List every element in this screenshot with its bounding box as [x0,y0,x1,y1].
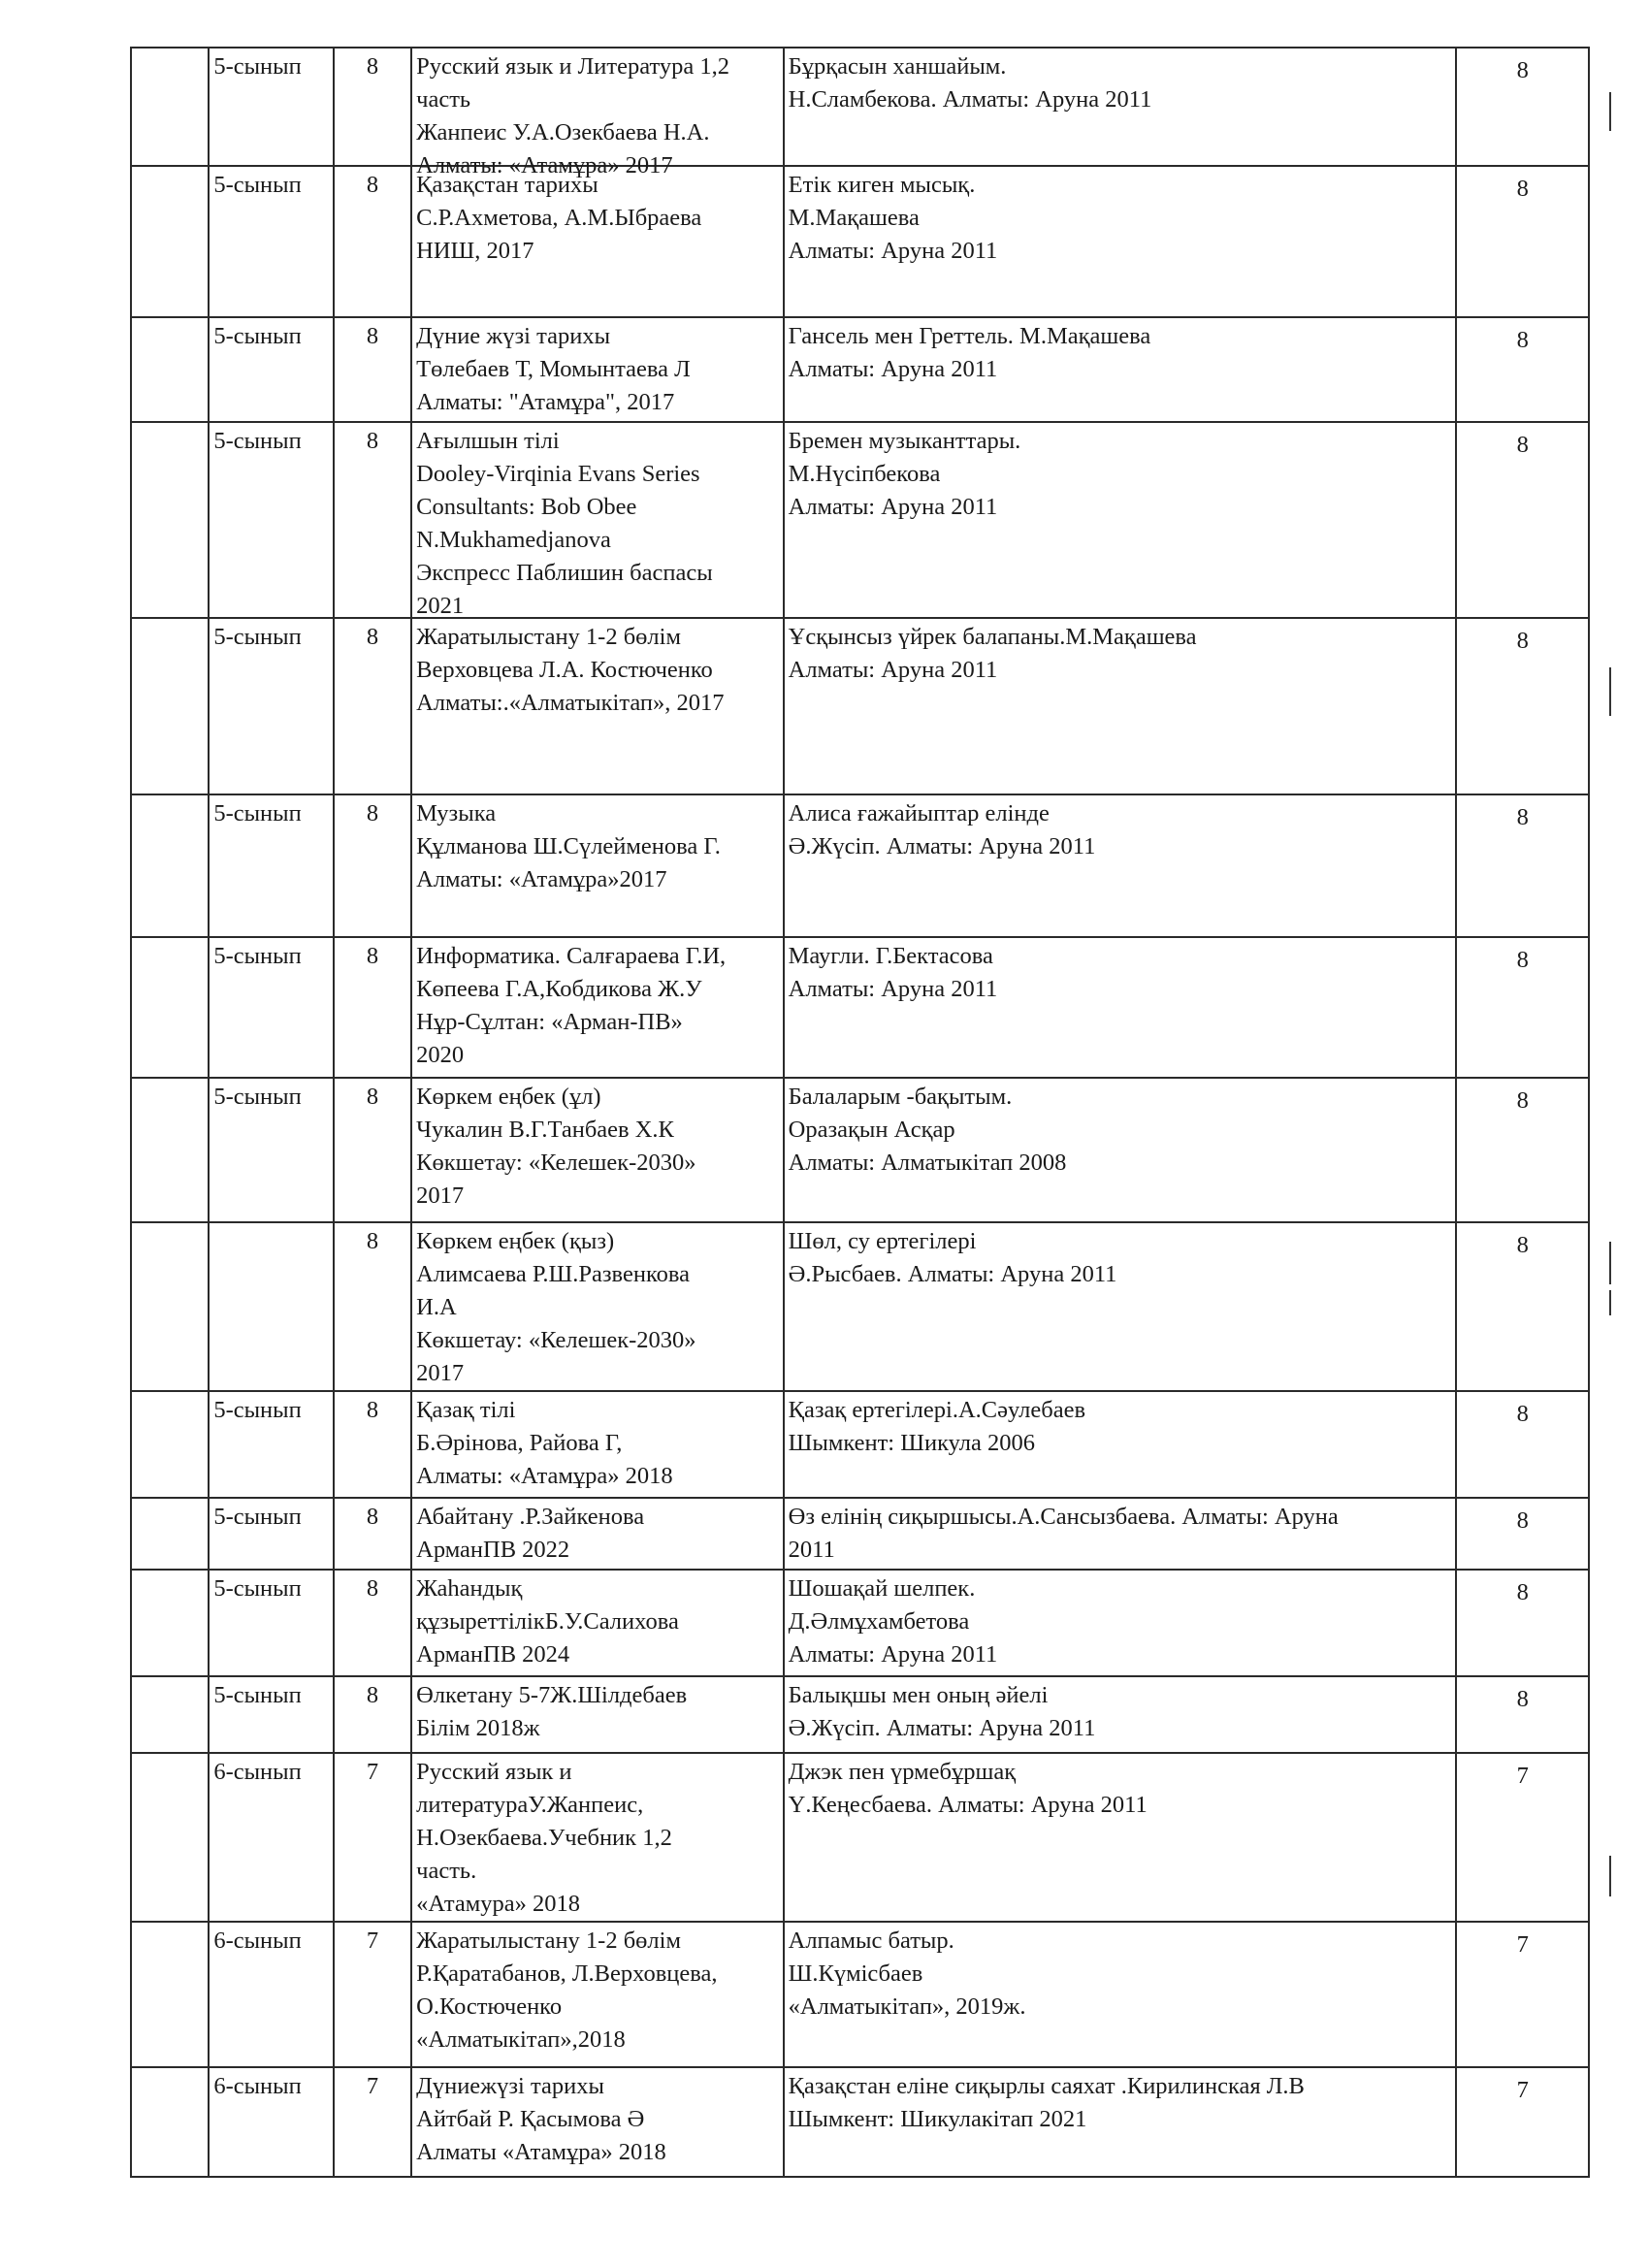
grade-label: 5-сынып [213,428,302,454]
scan-mark-1 [1609,92,1611,131]
textbook-line: НИШ, 2017 [416,238,534,264]
reading-line: Алматы: Аруна 2011 [788,657,998,683]
hours-cell [334,794,411,937]
index-cell [131,1570,209,1676]
reading-line: Алматы: Аруна 2011 [788,1641,998,1668]
reading-line: «Алматыкітап», 2019ж. [788,1993,1026,2020]
textbook-cell [411,317,784,422]
count-value: 8 [1516,1507,1529,1534]
index-cell [131,1222,209,1391]
index-cell [131,1922,209,2067]
grade-cell [209,1498,334,1570]
textbook-line: Алимсаева Р.Ш.Развенкова [416,1261,690,1287]
index-cell [131,422,209,618]
grade-cell [209,48,334,166]
grade-label: 5-сынып [213,323,302,349]
index-cell [131,794,209,937]
textbook-cell [411,1078,784,1222]
reading-cell [784,422,1457,618]
count-value: 7 [1516,1763,1529,1789]
grade-label: 5-сынып [213,624,302,650]
textbook-cell [411,1570,784,1676]
textbook-line: Жаһандық [416,1575,523,1602]
textbook-line: Көкшетау: «Келешек-2030» [416,1327,696,1353]
textbook-line: Р.Қаратабанов, Л.Верховцева, [416,1960,718,1987]
reading-line: Маугли. Г.Бектасова [788,943,993,969]
grade-cell [209,2067,334,2177]
grade-cell [209,1222,334,1391]
scan-mark-2 [1609,667,1611,716]
reading-line: Шошақай шелпек. [788,1575,976,1602]
table-row [131,1498,1589,1570]
index-cell [131,48,209,166]
textbook-line: Верховцева Л.А. Костюченко [416,657,713,683]
textbook-line: Білім 2018ж [416,1715,540,1741]
reading-line: М.Нүсіпбекова [788,461,941,487]
grade-label: 5-сынып [213,1397,302,1423]
count-value: 8 [1516,1686,1529,1712]
scan-mark-4 [1609,1290,1611,1315]
textbook-line: «Атамура» 2018 [416,1891,580,1917]
reading-cell [784,1078,1457,1222]
count-value: 8 [1516,1401,1529,1427]
grade-label: 5-сынып [213,172,302,198]
count-value: 8 [1516,327,1529,353]
grade-cell [209,1753,334,1922]
textbook-line: С.Р.Ахметова, А.М.Ыбраева [416,205,702,231]
reading-line: Оразақын Асқар [788,1117,955,1143]
hours-cell [334,1222,411,1391]
reading-cell [784,1391,1457,1498]
textbook-cell [411,794,784,937]
textbook-line: Көпеева Г.А,Кобдикова Ж.У [416,976,702,1002]
textbook-line: Көкшетау: «Келешек-2030» [416,1150,696,1176]
reading-line: Д.Әлмұхамбетова [788,1608,970,1635]
textbook-cell [411,1922,784,2067]
table-row [131,317,1589,422]
reading-line: Бұрқасын ханшайым. [788,53,1007,80]
count-cell [1456,937,1589,1078]
reading-line: Алматы: Аруна 2011 [788,356,998,382]
reading-line: Қазақ ертегілері.А.Сәулебаев [788,1397,1086,1423]
textbook-cell [411,2067,784,2177]
textbook-line: Алматы: «Атамұра»2017 [416,866,667,892]
reading-cell [784,1676,1457,1753]
textbook-line: Жанпеис У.А.Озекбаева Н.А. [416,119,710,146]
reading-line: Ү.Кеңесбаева. Алматы: Аруна 2011 [788,1792,1148,1818]
reading-cell [784,1570,1457,1676]
grade-label: 5-сынып [213,800,302,826]
hours-value: 8 [366,172,379,198]
textbook-line: Музыка [416,800,497,826]
textbook-line: Жаратылыстану 1-2 бөлім [416,624,681,650]
grade-cell [209,1922,334,2067]
grade-label: 6-сынып [213,2073,302,2099]
grade-cell [209,422,334,618]
grade-cell [209,1078,334,1222]
index-cell [131,618,209,794]
grade-label: 5-сынып [213,1504,302,1530]
reading-cell [784,48,1457,166]
textbook-line: часть [416,86,471,113]
hours-value: 8 [366,323,379,349]
reading-line: Алпамыс батыр. [788,1928,954,1954]
index-cell [131,1391,209,1498]
textbook-line: Көркем еңбек (қыз) [416,1228,615,1254]
index-cell [131,1753,209,1922]
reading-cell [784,1498,1457,1570]
hours-value: 7 [366,2073,379,2099]
grade-label: 5-сынып [213,1575,302,1602]
count-value: 8 [1516,804,1529,830]
count-value: 7 [1516,2077,1529,2103]
textbook-line: Дүние жүзі тарихы [416,323,611,349]
count-value: 8 [1516,1087,1529,1114]
hours-cell [334,48,411,166]
textbook-line: Алматы «Атамұра» 2018 [416,2139,666,2165]
index-cell [131,166,209,317]
grade-cell [209,1391,334,1498]
textbook-line: Дүниежүзі тарихы [416,2073,604,2099]
count-cell [1456,794,1589,937]
count-cell [1456,48,1589,166]
grade-label: 5-сынып [213,1682,302,1708]
reading-line: 2011 [788,1537,835,1563]
table-row [131,1922,1589,2067]
reading-line: Балаларым -бақытым. [788,1084,1013,1110]
grade-label: 5-сынып [213,53,302,80]
reading-line: Ұсқынсыз үйрек балапаны.М.Мақашева [788,624,1197,650]
reading-cell [784,317,1457,422]
hours-cell [334,618,411,794]
hours-value: 8 [366,1084,379,1110]
table-row [131,48,1589,166]
reading-line: Ә.Жүсіп. Алматы: Аруна 2011 [788,1715,1096,1741]
reading-line: Гансель мен Греттель. М.Мақашева [788,323,1151,349]
textbook-line: 2021 [416,593,465,619]
grade-label: 5-сынып [213,943,302,969]
index-cell [131,1676,209,1753]
reading-line: Алиса ғажайыптар елінде [788,800,1050,826]
textbook-line: Айтбай Р. Қасымова Ә [416,2106,645,2132]
reading-line: Балықшы мен оның әйелі [788,1682,1049,1708]
count-cell [1456,317,1589,422]
hours-value: 8 [366,53,379,80]
textbook-cell [411,1222,784,1391]
reading-cell [784,1753,1457,1922]
textbook-line: құзыреттілікБ.У.Салихова [416,1608,679,1635]
textbook-line: 2020 [416,1042,465,1068]
reading-cell [784,1222,1457,1391]
hours-value: 8 [366,1504,379,1530]
reading-cell [784,937,1457,1078]
count-cell [1456,1676,1589,1753]
reading-line: Алматы: Алматыкітап 2008 [788,1150,1067,1176]
table-row [131,422,1589,618]
literature-table [130,47,1590,2178]
hours-value: 8 [366,1682,379,1708]
count-value: 8 [1516,1579,1529,1605]
reading-line: Ш.Күмісбаев [788,1960,923,1987]
hours-cell [334,2067,411,2177]
textbook-line: Жаратылыстану 1-2 бөлім [416,1928,681,1954]
textbook-line: Consultants: Bob Obee [416,494,637,520]
index-cell [131,1498,209,1570]
textbook-line: Н.Озекбаева.Учебник 1,2 [416,1825,672,1851]
textbook-cell [411,48,784,178]
textbook-cell [411,1753,784,1922]
hours-value: 7 [366,1759,379,1785]
count-cell [1456,1498,1589,1570]
hours-value: 8 [366,428,379,454]
count-cell [1456,1570,1589,1676]
count-value: 8 [1516,628,1529,654]
textbook-cell [411,937,784,1078]
textbook-cell [411,166,784,317]
reading-cell [784,794,1457,937]
textbook-line: Өлкетану 5-7Ж.Шілдебаев [416,1682,688,1708]
table-row [131,1222,1589,1391]
reading-line: М.Мақашева [788,205,920,231]
textbook-line: 2017 [416,1183,465,1209]
textbook-cell [411,1676,784,1753]
count-cell [1456,618,1589,794]
textbook-line: Төлебаев Т, Момынтаева Л [416,356,691,382]
count-cell [1456,1922,1589,2067]
index-cell [131,937,209,1078]
table-row [131,1078,1589,1222]
textbook-line: Алматы:.«Алматыкітап», 2017 [416,690,725,716]
count-value: 8 [1516,1232,1529,1258]
table-row [131,1391,1589,1498]
grade-cell [209,1570,334,1676]
textbook-line: Алматы: «Атамұра» 2018 [416,1463,673,1489]
grade-cell [209,1676,334,1753]
reading-line: Алматы: Аруна 2011 [788,494,998,520]
reading-line: Алматы: Аруна 2011 [788,238,998,264]
reading-line: Өз елінің сиқыршысы.А.Сансызбаева. Алматы: Аруна [788,1504,1339,1530]
textbook-line: Нұр-Сұлтан: «Арман-ПВ» [416,1009,683,1035]
hours-value: 8 [366,800,379,826]
table-row [131,794,1589,937]
count-cell [1456,1078,1589,1222]
hours-value: 8 [366,1397,379,1423]
table-body [131,48,1589,2177]
textbook-cell [411,618,784,794]
reading-line: Шөл, су ертегілері [788,1228,977,1254]
table-row [131,2067,1589,2177]
textbook-line: И.А [416,1294,457,1320]
count-cell [1456,1391,1589,1498]
hours-value: 8 [366,1228,379,1254]
table-row [131,166,1589,317]
textbook-line: АрманПВ 2022 [416,1537,570,1563]
table-row [131,1570,1589,1676]
hours-cell [334,317,411,422]
textbook-line: N.Mukhamedjanova [416,527,611,553]
textbook-line: 2017 [416,1360,465,1386]
grade-cell [209,166,334,317]
textbook-line: Экспресс Паблишин баспасы [416,560,713,586]
count-cell [1456,166,1589,317]
hours-value: 8 [366,624,379,650]
count-value: 8 [1516,176,1529,202]
scan-mark-5 [1609,1856,1611,1896]
index-cell [131,2067,209,2177]
hours-cell [334,937,411,1078]
textbook-line: Ағылшын тілі [416,428,560,454]
hours-cell [334,1922,411,2067]
reading-line: Джэк пен үрмебұршақ [788,1759,1017,1785]
index-cell [131,1078,209,1222]
reading-cell [784,166,1457,317]
reading-cell [784,1922,1457,2067]
textbook-line: АрманПВ 2024 [416,1641,570,1668]
count-value: 8 [1516,57,1529,83]
hours-value: 7 [366,1928,379,1954]
textbook-cell [411,1498,784,1570]
textbook-line: часть. [416,1858,477,1884]
count-value: 7 [1516,1931,1529,1958]
index-cell [131,317,209,422]
textbook-line: Русский язык и Литература 1,2 [416,53,729,80]
table-row [131,1753,1589,1922]
textbook-line: Көркем еңбек (ұл) [416,1084,601,1110]
textbook-line: Информатика. Салғараева Г.И, [416,943,727,969]
hours-cell [334,1498,411,1570]
grade-cell [209,937,334,1078]
table-row [131,1676,1589,1753]
count-cell [1456,2067,1589,2177]
hours-cell [334,422,411,618]
reading-line: Шымкент: Шикулакітап 2021 [788,2106,1087,2132]
hours-cell [334,166,411,317]
reading-line: Шымкент: Шикула 2006 [788,1430,1036,1456]
hours-cell [334,1570,411,1676]
reading-line: Етік киген мысық. [788,172,976,198]
textbook-line: Русский язык и [416,1759,572,1785]
textbook-line: О.Костюченко [416,1993,563,2020]
textbook-line: Алматы: «Атамұра» 2017 [416,152,673,178]
hours-cell [334,1676,411,1753]
reading-line: Бремен музыканттары. [788,428,1021,454]
grade-label: 5-сынып [213,1084,302,1110]
hours-value: 8 [366,1575,379,1602]
textbook-line: Қазақ тілі [416,1397,516,1423]
reading-line: Алматы: Аруна 2011 [788,976,998,1002]
reading-line: Ә.Жүсіп. Алматы: Аруна 2011 [788,833,1096,859]
hours-value: 8 [366,943,379,969]
grade-cell [209,794,334,937]
textbook-line: Алматы: "Атамұра", 2017 [416,389,675,415]
hours-cell [334,1391,411,1498]
scan-mark-3 [1609,1242,1611,1284]
textbook-line: Б.Әрінова, Райова Г, [416,1430,623,1456]
textbook-cell [411,422,784,618]
reading-line: Қазақстан еліне сиқырлы саяхат .Кирилинская Л.В [788,2073,1305,2099]
textbook-cell [411,1391,784,1498]
count-value: 8 [1516,947,1529,973]
textbook-line: «Алматыкітап»,2018 [416,2026,626,2053]
count-value: 8 [1516,432,1529,458]
table-row [131,618,1589,794]
grade-cell [209,317,334,422]
reading-cell [784,618,1457,794]
count-cell [1456,1753,1589,1922]
count-cell [1456,1222,1589,1391]
hours-cell [334,1753,411,1922]
textbook-line: Құлманова Ш.Сүлейменова Г. [416,833,721,859]
count-cell [1456,422,1589,618]
reading-line: Ә.Рысбаев. Алматы: Аруна 2011 [788,1261,1117,1287]
textbook-line: Чукалин В.Г.Танбаев Х.К [416,1117,674,1143]
grade-label: 6-сынып [213,1759,302,1785]
grade-cell [209,618,334,794]
textbook-line: литератураУ.Жанпеис, [416,1792,644,1818]
reading-cell [784,2067,1457,2177]
hours-cell [334,1078,411,1222]
grade-label: 6-сынып [213,1928,302,1954]
reading-line: Н.Сламбекова. Алматы: Аруна 2011 [788,86,1152,113]
textbook-line: Қазақстан тарихы [416,172,598,198]
table-row [131,937,1589,1078]
textbook-line: Dooley-Virqinia Evans Series [416,461,700,487]
textbook-line: Абайтану .Р.Зайкенова [416,1504,645,1530]
